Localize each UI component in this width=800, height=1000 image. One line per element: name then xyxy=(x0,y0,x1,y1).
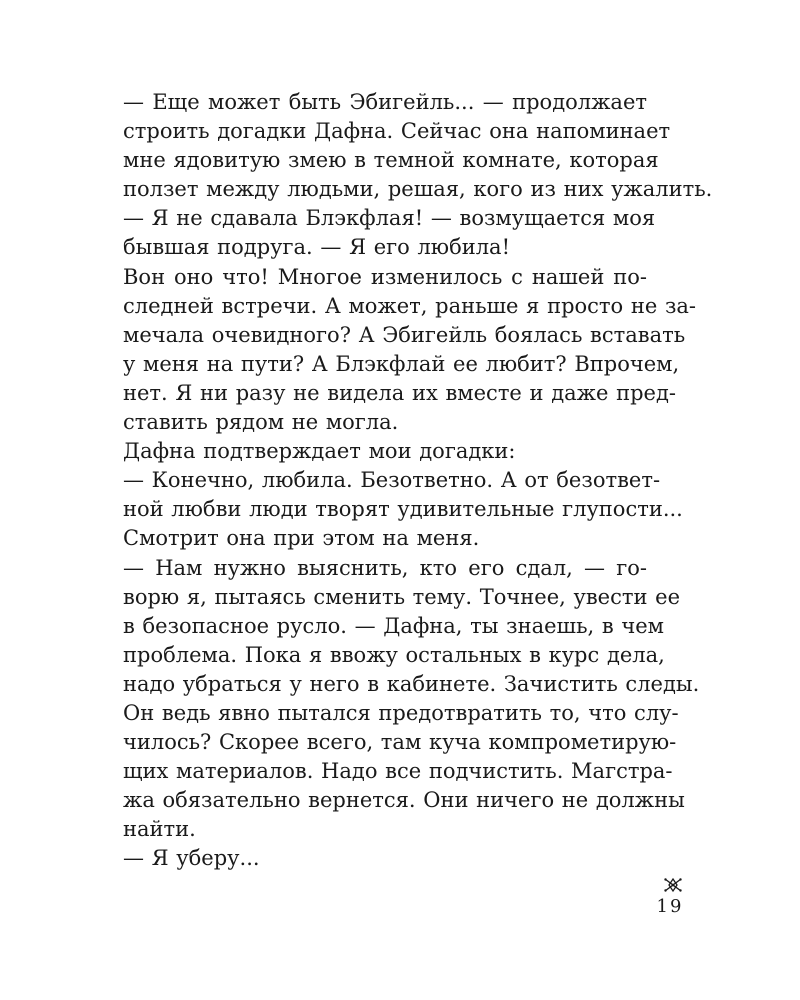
text-line: в безопасное русло. — Дафна, ты знаешь, в чем xyxy=(123,613,665,638)
text-line: мечала очевидного? А Эбигейль боялась вставать xyxy=(123,322,686,347)
diamond-knot-ornament-icon xyxy=(664,878,682,892)
text-line: у меня на пути? А Блэкфлай ее любит? Впрочем, xyxy=(123,351,680,376)
text-line: Дафна подтверждает мои догадки: xyxy=(123,439,516,464)
text-line: жа обязательно вернется. Они ничего не должны xyxy=(123,788,685,813)
text-line: нет. Я ни разу не видела их вместе и даже пред- xyxy=(123,380,676,405)
text-line: проблема. Пока я ввожу остальных в курс дела, xyxy=(123,642,665,667)
text-line: — Я не сдавала Блэкфлая! — возмущается моя xyxy=(123,206,656,231)
text-line: ставить рядом не могла. xyxy=(123,410,399,435)
text-line: — Нам нужно выяснить, кто его сдал, — го- xyxy=(123,555,647,580)
text-line: ворю я, пытаясь сменить тему. Точнее, увести ее xyxy=(123,584,681,609)
text-line: ползет между людьми, решая, кого из них ужалить. xyxy=(123,177,713,202)
text-line: Смотрит она при этом на меня. xyxy=(123,526,480,551)
text-line: щих материалов. Надо все подчистить. Магстра- xyxy=(123,759,673,784)
text-line: мне ядовитую змею в темной комнате, которая xyxy=(123,148,659,173)
page-number: 19 xyxy=(656,896,684,917)
text-line: — Я уберу... xyxy=(123,846,260,871)
body-text xyxy=(123,88,713,874)
text-line: найти. xyxy=(123,817,196,842)
text-line: Он ведь явно пытался предотвратить то, что слу- xyxy=(123,700,679,725)
text-line: строить догадки Дафна. Сейчас она напоминает xyxy=(123,119,671,144)
text-line: — Еще может быть Эбигейль... — продолжает xyxy=(123,90,647,114)
text-line: бывшая подруга. — Я его любила! xyxy=(123,235,511,260)
text-line: следней встречи. А может, раньше я просто не за- xyxy=(123,293,697,318)
text-line: надо убраться у него в кабинете. Зачистить следы. xyxy=(123,671,700,696)
text-line: Вон оно что! Многое изменилось с нашей по- xyxy=(123,264,647,289)
text-line: — Конечно, любила. Безответно. А от безответ- xyxy=(123,468,661,493)
text-line: ной любви люди творят удивительные глупости... xyxy=(123,497,683,522)
text-line: чилось? Скорее всего, там куча компрометирую- xyxy=(123,730,677,755)
